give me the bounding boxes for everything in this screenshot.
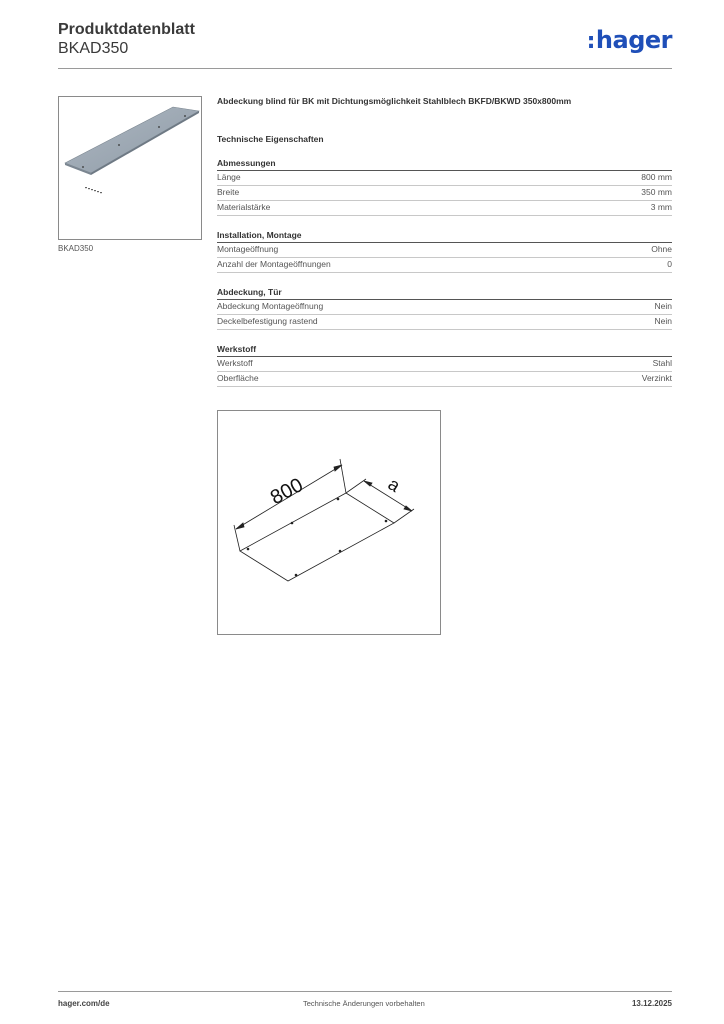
footer-website-link[interactable]: hager.com/de bbox=[58, 999, 110, 1008]
spec-value: 3 mm bbox=[650, 202, 672, 212]
document-title: Produktdatenblatt bbox=[58, 21, 195, 38]
section-title: Installation, Montage bbox=[217, 230, 672, 243]
product-details bbox=[217, 96, 672, 419]
product-code: BKAD350 bbox=[58, 40, 129, 57]
product-description: Abdeckung blind für BK mit Dichtungsmöglichkeit Stahlblech BKFD/BKWD 350x800mm bbox=[217, 96, 572, 106]
spec-label: Abdeckung Montageöffnung bbox=[217, 301, 324, 311]
spec-row bbox=[217, 201, 672, 216]
footer-date: 13.12.2025 bbox=[631, 999, 672, 1008]
spec-value: Nein bbox=[654, 316, 672, 326]
spec-value: 350 mm bbox=[641, 187, 672, 197]
product-image-caption: BKAD350 bbox=[58, 244, 94, 253]
spec-value: Stahl bbox=[652, 358, 672, 368]
section-abmessungen bbox=[217, 158, 672, 216]
dimension-drawing bbox=[218, 411, 440, 634]
technical-heading: Technische Eigenschaften bbox=[217, 134, 324, 144]
spec-label: Materialstärke bbox=[217, 202, 271, 212]
footer-note: Technische Änderungen vorbehalten bbox=[303, 999, 425, 1008]
spec-label: Oberfläche bbox=[217, 373, 259, 383]
spec-row bbox=[217, 186, 672, 201]
spec-row bbox=[217, 372, 672, 387]
section-werkstoff bbox=[217, 344, 672, 387]
spec-label: Deckelbefestigung rastend bbox=[217, 316, 318, 326]
section-title: Werkstoff bbox=[217, 344, 672, 357]
spec-value: 800 mm bbox=[641, 172, 672, 182]
header-divider bbox=[58, 68, 672, 69]
cover-plate-illustration bbox=[59, 97, 201, 239]
spec-row bbox=[217, 300, 672, 315]
spec-value: Nein bbox=[654, 301, 672, 311]
spec-value: Ohne bbox=[651, 244, 672, 254]
spec-label: Länge bbox=[217, 172, 241, 182]
spec-row bbox=[217, 315, 672, 330]
spec-row bbox=[217, 171, 672, 186]
hager-logo: :hager bbox=[586, 26, 672, 54]
spec-label: Werkstoff bbox=[217, 358, 253, 368]
technical-drawing bbox=[217, 410, 441, 635]
spec-value: Verzinkt bbox=[641, 373, 672, 383]
document-header bbox=[58, 20, 195, 58]
product-image bbox=[58, 96, 202, 240]
spec-row bbox=[217, 258, 672, 273]
dimension-length-label: 800 bbox=[266, 474, 307, 510]
spec-label: Montageöffnung bbox=[217, 244, 279, 254]
spec-row bbox=[217, 357, 672, 372]
section-installation bbox=[217, 230, 672, 273]
section-abdeckung bbox=[217, 287, 672, 330]
dimension-width-label: a bbox=[384, 473, 404, 496]
spec-label: Breite bbox=[217, 187, 240, 197]
spec-value: 0 bbox=[667, 259, 672, 269]
footer-divider bbox=[58, 991, 672, 992]
section-title: Abdeckung, Tür bbox=[217, 287, 672, 300]
section-title: Abmessungen bbox=[217, 158, 672, 171]
logo-text: hager bbox=[595, 26, 672, 54]
spec-label: Anzahl der Montageöffnungen bbox=[217, 259, 331, 269]
spec-row bbox=[217, 243, 672, 258]
